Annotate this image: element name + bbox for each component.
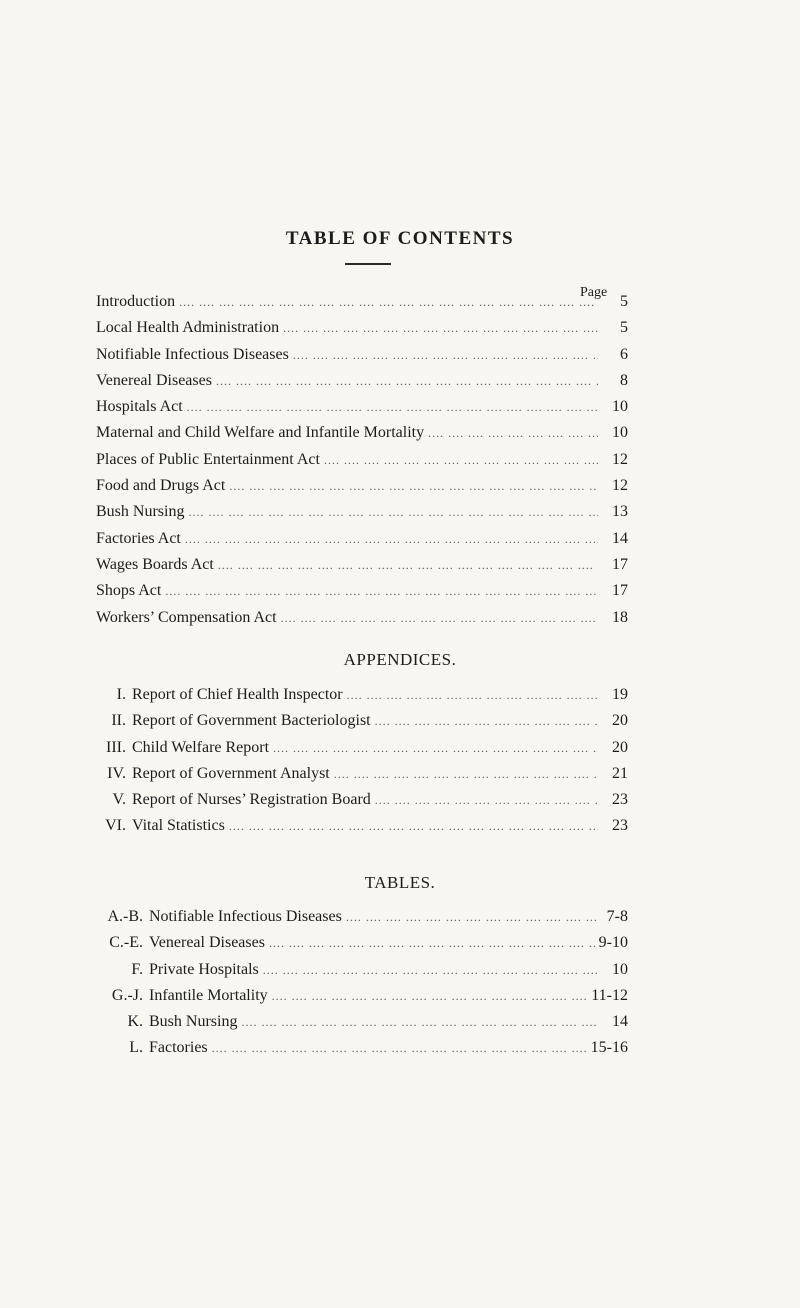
toc-entry-label: Report of Government Bacteriologist	[132, 712, 371, 730]
dot-leader	[347, 688, 598, 703]
toc-entry-page: 19	[612, 686, 628, 703]
dot-leader	[334, 767, 598, 782]
toc-entry-label: Report of Chief Health Inspector	[132, 686, 343, 703]
toc-entry	[96, 451, 628, 477]
toc-entry-prefix: III.	[106, 738, 126, 756]
toc-entry	[96, 346, 628, 372]
toc-entry	[96, 319, 628, 345]
toc-entry-page: 10	[612, 398, 628, 416]
toc-entry-page: 10	[612, 960, 628, 978]
appendices-heading: APPENDICES.	[343, 650, 457, 669]
toc-entry	[96, 503, 628, 529]
toc-entry	[96, 739, 628, 765]
dot-leader	[293, 348, 598, 363]
tables-list	[96, 908, 628, 1066]
dot-leader	[375, 714, 598, 729]
toc-entry-label: Local Health Administration	[96, 319, 280, 337]
toc-entry-label: Hospitals Act	[96, 398, 183, 416]
toc-entry-page: 17	[612, 555, 628, 573]
dot-leader	[269, 936, 595, 951]
toc-entry-label: Bush Nursing	[149, 1013, 238, 1031]
dot-leader	[281, 611, 598, 626]
toc-entry-label: Factories	[149, 1039, 208, 1057]
toc-entry	[96, 293, 628, 319]
toc-entry	[96, 934, 628, 960]
toc-entry-label: Child Welfare Report	[132, 738, 270, 756]
toc-entry-page: 14	[612, 1013, 628, 1031]
toc-entry	[96, 1013, 628, 1039]
dot-leader	[272, 989, 588, 1004]
toc-entry-label: Workers’ Compensation Act	[96, 608, 277, 626]
toc-entry	[96, 712, 628, 738]
toc-entry-label: Private Hospitals	[149, 960, 259, 978]
toc-entry-label: Maternal and Child Welfare and Infantile Mortality	[96, 424, 425, 442]
toc-entry	[96, 398, 628, 424]
toc-entry-page: 9-10	[598, 934, 628, 952]
toc-entry	[96, 556, 628, 582]
dot-leader	[165, 584, 598, 599]
toc-entry-label: Infantile Mortality	[149, 986, 268, 1004]
toc-entry-page: 15-16	[590, 1039, 628, 1057]
toc-entry-page: 5	[620, 319, 628, 337]
toc-entry-page: 21	[612, 764, 628, 782]
toc-entry-prefix: G.-J.	[111, 986, 143, 1004]
tables-heading: TABLES.	[364, 873, 436, 892]
toc-entry-prefix: K.	[127, 1013, 143, 1031]
title-rule	[345, 263, 391, 265]
toc-entry-prefix: II.	[111, 712, 126, 730]
toc-entry-prefix: C.-E.	[109, 934, 143, 952]
toc-entry	[96, 372, 628, 398]
page-column-label: Page	[580, 285, 608, 300]
toc-entry-page: 7-8	[606, 908, 628, 925]
dot-leader	[263, 963, 598, 978]
toc-entry-page: 11-12	[591, 986, 628, 1004]
toc-entry	[96, 686, 628, 712]
toc-entry	[96, 961, 628, 987]
toc-entry-label: Vital Statistics	[132, 817, 225, 835]
toc-entry-page: 12	[612, 450, 628, 468]
toc-entry-label: Introduction	[96, 293, 176, 310]
toc-entry-label: Food and Drugs Act	[96, 477, 226, 495]
toc-entry	[96, 987, 628, 1013]
toc-entry-prefix: VI.	[105, 817, 126, 835]
toc-entry-prefix: F.	[131, 960, 143, 978]
toc-entry-label: Notifiable Infectious Diseases	[149, 908, 342, 925]
toc-entry	[96, 908, 628, 934]
toc-entry-page: 5	[620, 293, 628, 310]
toc-entry-page: 13	[612, 503, 628, 521]
toc-entry-page: 6	[620, 345, 628, 363]
toc-entry-page: 12	[612, 477, 628, 495]
toc-entry-prefix: V.	[112, 791, 126, 809]
toc-entry	[96, 1039, 628, 1065]
toc-entry	[96, 424, 628, 450]
toc-entry-label: Wages Boards Act	[96, 555, 214, 573]
toc-entry-label: Report of Nurses’ Registration Board	[132, 791, 371, 809]
dot-leader	[179, 295, 598, 310]
dot-leader	[229, 819, 598, 834]
dot-leader	[229, 479, 598, 494]
toc-entry	[96, 765, 628, 791]
dot-leader	[273, 741, 598, 756]
dot-leader	[241, 1015, 598, 1030]
page-title: TABLE OF CONTENTS	[285, 228, 515, 249]
dot-leader	[212, 1041, 587, 1056]
toc-entry-prefix: I.	[116, 686, 126, 703]
dot-leader	[283, 321, 598, 336]
toc-entry-label: Notifiable Infectious Diseases	[96, 345, 289, 363]
toc-entry-label: Venereal Diseases	[149, 934, 265, 952]
toc-entry-page: 10	[612, 424, 628, 442]
toc-entry-page: 20	[612, 738, 628, 756]
toc-entry-page: 17	[612, 582, 628, 600]
toc-entry-page: 14	[612, 529, 628, 547]
toc-entry-page: 18	[612, 608, 628, 626]
toc-entry-prefix: L.	[129, 1039, 143, 1057]
dot-leader	[185, 532, 598, 547]
toc-entry-prefix: A.-B.	[107, 908, 143, 925]
toc-entry	[96, 609, 628, 635]
dot-leader	[428, 426, 598, 441]
toc-entry-page: 8	[620, 371, 628, 389]
toc-entry	[96, 582, 628, 608]
toc-entry	[96, 530, 628, 556]
toc-entry-page: 23	[612, 817, 628, 835]
toc-entry	[96, 817, 628, 843]
toc-entry-page: 20	[612, 712, 628, 730]
dot-leader	[187, 400, 598, 415]
dot-leader	[188, 505, 598, 520]
toc-entry-prefix: IV.	[107, 764, 126, 782]
dot-leader	[324, 453, 598, 468]
appendices-list	[96, 686, 628, 844]
toc-entry-label: Factories Act	[96, 529, 181, 547]
toc-entry-label: Places of Public Entertainment Act	[96, 450, 320, 468]
toc-entry-label: Venereal Diseases	[96, 371, 212, 389]
toc-entry	[96, 477, 628, 503]
toc-entry-label: Bush Nursing	[96, 503, 185, 521]
dot-leader	[375, 793, 598, 808]
toc-entry-label: Shops Act	[96, 582, 162, 600]
dot-leader	[346, 910, 598, 925]
dot-leader	[218, 558, 598, 573]
toc-entry-page: 23	[612, 791, 628, 809]
toc-entry	[96, 791, 628, 817]
contents-list	[96, 293, 628, 635]
toc-entry-label: Report of Government Analyst	[132, 764, 330, 782]
dot-leader	[216, 374, 598, 389]
